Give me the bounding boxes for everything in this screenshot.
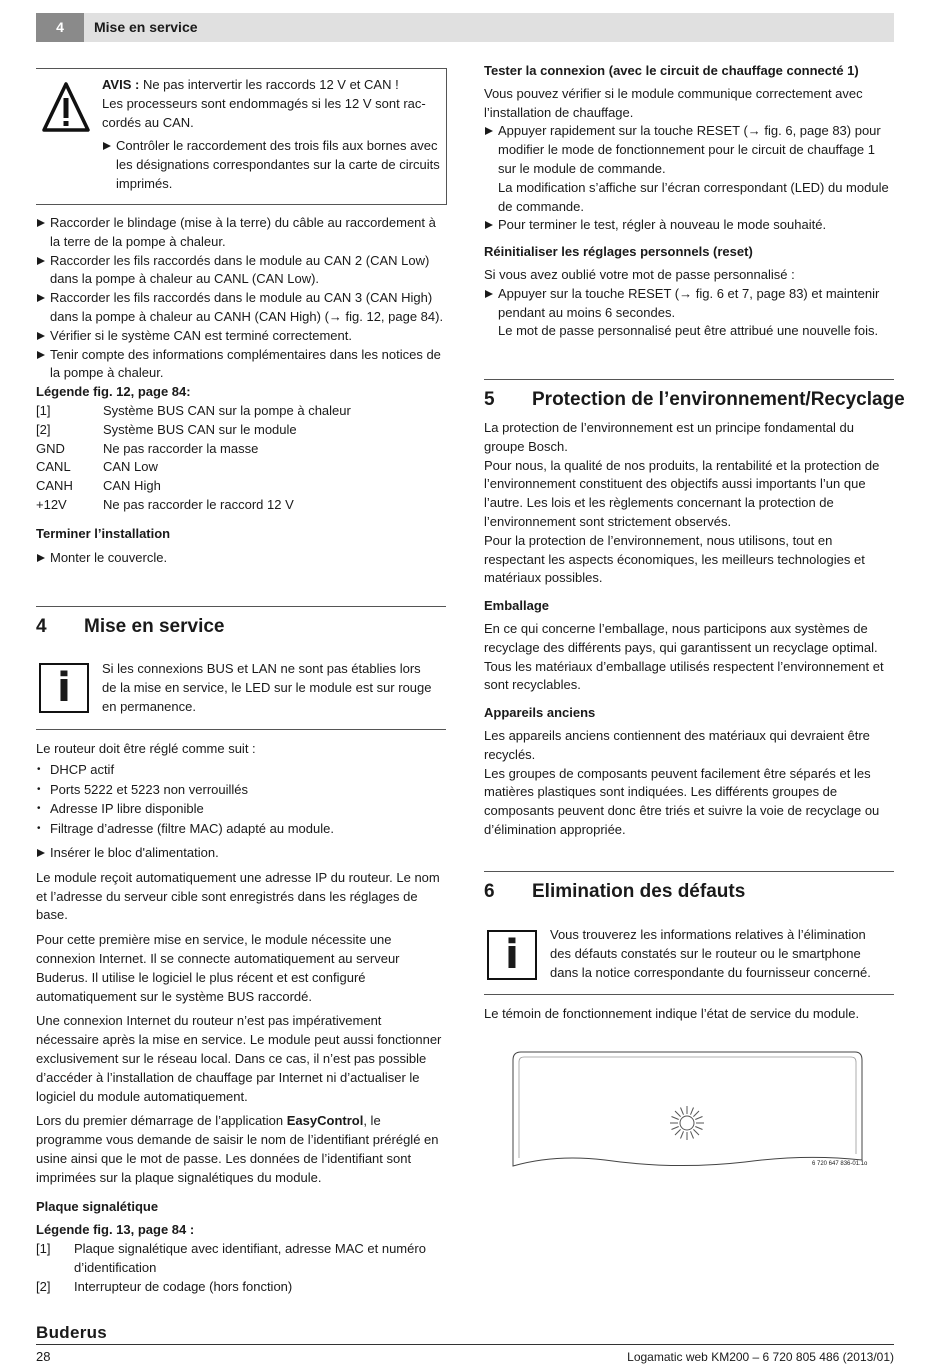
paragraph: Tous les matériaux d’emballage utilisés respectent l’environnement et sont recyclables.: [484, 658, 884, 693]
warning-triangle-icon: [41, 80, 91, 136]
legend-row: +12V Ne pas raccorder le raccord 12 V: [36, 496, 294, 512]
module-figure: [505, 1048, 868, 1170]
paragraph: Pour la protection de l’environnement, nous utilisons, tout en respectant les aspects économiques, les meilleurs technologies et matériaux possibles.: [484, 532, 865, 586]
paragraph: Le module reçoit automatiquement une adresse IP du routeur. Le nom et l’adresse du serveur cible sont enregistrés dans les réglages de base.: [36, 869, 440, 923]
section5-number: 5: [484, 389, 495, 410]
test-step: Appuyer rapidement sur la touche RESET (→ fig. 6, page 83) pour modifier le mode de fonctionnement pour le circuit de chauffage 1 sur le module de commande.: [484, 122, 894, 178]
reset-step: Appuyer sur la touche RESET (→ fig. 6 et 7, page 83) et maintenir pendant au moins 6 secondes.: [484, 285, 894, 323]
reset-note: Le mot de passe personnalisé peut être attribué une nouvelle fois.: [498, 323, 879, 339]
legend-row: CANL CAN Low: [36, 459, 158, 475]
document-reference: Logamatic web KM200 – 6 720 805 486 (2013/01): [627, 1350, 894, 1364]
section-divider: [36, 606, 446, 607]
legend-row: [1] Plaque signalétique avec identifiant, adresse MAC et numéro d’identification: [36, 1241, 426, 1275]
paragraph: Une connexion Internet du routeur n’est pas impérativement nécessaire après la mise en service. Le module peut aussi fonctionner exclusivement sur le réseau local. Dans ce cas, il n’est pas possible d’accéder à l’installation de chauffage par Internet ni d’actualiser le logiciel du module automatiquement.: [36, 1013, 442, 1104]
step-item: Raccorder les fils raccordés dans le module au CAN 3 (CAN High) dans la pompe à chaleur au CANH (CAN High) (→ fig. 12, page 84).: [36, 289, 446, 327]
test-title: Tester la connexion (avec le circuit de chauffage connecté 1): [484, 63, 859, 78]
footer-rule: [36, 1344, 894, 1345]
finish-title: Terminer l’installation: [36, 525, 171, 541]
router-intro: Le routeur doit être réglé comme suit :: [36, 741, 256, 756]
section6-title: Elimination des défauts: [532, 881, 746, 902]
info-divider: [36, 729, 446, 730]
section-divider: [484, 871, 894, 872]
step-item: Raccorder le blindage (mise à la terre) du câble au raccordement à la terre de la pompe à chaleur.: [36, 214, 446, 252]
legend13-title: Légende fig. 13, page 84 :: [36, 1222, 195, 1238]
step-item: Tenir compte des informations complémentaires dans les notices de la pompe à chaleur.: [36, 346, 446, 384]
notice-line: Les processeurs sont endommagés si les 12 V sont rac-: [102, 95, 426, 111]
router-bullet: • Filtrage d’adresse (filtre MAC) adapté au module.: [36, 820, 446, 839]
notice-title-text: Ne pas intervertir les raccords 12 V et CAN !: [139, 77, 399, 92]
paragraph: Les groupes de composants peuvent facilement être séparés et les matières plastiques sont indiquées. Les différents groupes de composants peuvent donc être triés et suivre la voie de recyclage ou d’élimination appropriée.: [484, 765, 880, 837]
info-icon: i: [39, 663, 89, 713]
paragraph: Les appareils anciens contiennent des matériaux qui devraient être recyclés.: [484, 727, 870, 762]
plate-title: Plaque signalétique: [36, 1198, 159, 1214]
section6-number: 6: [484, 881, 495, 902]
power-step: Insérer le bloc d'alimentation.: [36, 844, 446, 863]
right-column-env: [484, 419, 894, 840]
legend-row: [2] Système BUS CAN sur le module: [36, 421, 297, 437]
router-bullet: • Adresse IP libre disponible: [36, 800, 446, 819]
app-name: EasyControl: [286, 1113, 364, 1129]
section5-title: Protection de l’environnement/Recyclage: [532, 389, 905, 410]
paragraph: Lors du premier démarrage de l’application EasyControl, le programme vous demande de saisir le nom de l’identifiant préréglé en usine ainsi que le mot de passe. Les données de l’identifiant sont imprimées sur la plaque signalétiques du module.: [36, 1113, 439, 1185]
old-title: Appareils anciens: [484, 705, 596, 721]
section-divider: [484, 379, 894, 380]
section4-number: 4: [36, 616, 47, 637]
reset-title: Réinitialiser les réglages personnels (reset): [484, 244, 753, 260]
info-divider: [484, 994, 894, 995]
chapter-number: 4: [36, 13, 84, 42]
page-number: 28: [36, 1349, 51, 1364]
paragraph: Pour nous, la qualité de nos produits, la rentabilité et la protection de l’environnement constituent des objectifs aussi importants l’un que l’autre. Les lois et les règlements concernant la protection de l’environnement sont strictement observés.: [484, 457, 880, 529]
router-bullet: • DHCP actif: [36, 761, 446, 780]
left-column-bottom: [36, 740, 446, 1297]
notice-title: AVIS :: [102, 77, 140, 92]
reset-intro: Si vous avez oublié votre mot de passe personnalisé :: [484, 266, 795, 282]
pack-title: Emballage: [484, 598, 550, 614]
left-column-top: [36, 214, 446, 567]
test-intro: Vous pouvez vérifier si le module communique correctement avec l’installation de chauffage.: [484, 85, 863, 120]
paragraph: En ce qui concerne l’emballage, nous participons aux systèmes de recyclage des différents pays, qui garantissent un recyclage optimal.: [484, 620, 878, 655]
paragraph: La protection de l’environnement est un principe fondamental du groupe Bosch.: [484, 420, 855, 454]
info4-text: Si les connexions BUS et LAN ne sont pas établies lors de la mise en service, le LED sur le module est sur rouge en permanence.: [102, 661, 432, 714]
legend-row: [1] Système BUS CAN sur la pompe à chaleur: [36, 402, 351, 418]
info-icon: i: [487, 930, 537, 980]
notice-line: cordés au CAN.: [102, 114, 194, 130]
figure-code: 6 720 647 836-01.1o: [812, 1161, 868, 1167]
paragraph: Pour cette première mise en service, le module nécessite une connexion Internet. Il se connecte automatiquement au serveur Buderus. Il utilise le logiciel le plus récent et est configuré automatiquement sur le système BUS raccordé.: [36, 932, 400, 1004]
brand-logo: Buderus: [36, 1323, 108, 1342]
step-item: Raccorder les fils raccordés dans le module au CAN 2 (CAN Low) dans la pompe à chaleur au CANL (CAN Low).: [36, 252, 446, 290]
notice-step: Contrôler le raccordement des trois fils aux bornes avec les désignations correspondantes sur la carte de circuits imprimés.: [102, 137, 440, 193]
notice-content: [102, 76, 440, 194]
step-item: Vérifier si le système CAN est terminé correctement.: [36, 327, 446, 346]
chapter-title: Mise en service: [94, 19, 198, 35]
legend-row: GND Ne pas raccorder la masse: [36, 440, 259, 456]
legend12-title: Légende fig. 12, page 84:: [36, 384, 191, 400]
led-text: Le témoin de fonctionnement indique l’état de service du module.: [484, 1006, 860, 1021]
legend-row: CANH CAN High: [36, 478, 161, 494]
finish-step: Monter le couvercle.: [36, 549, 446, 568]
right-column-top: [484, 62, 894, 341]
test-step: Pour terminer le test, régler à nouveau le mode souhaité.: [484, 216, 894, 235]
test-step-note: La modification s’affiche sur l’écran correspondant (LED) du module de commande.: [498, 179, 889, 214]
legend-row: [2] Interrupteur de codage (hors fonction): [36, 1278, 293, 1294]
router-bullet: • Ports 5222 et 5223 non verrouillés: [36, 781, 446, 800]
info6-text: Vous trouverez les informations relatives à l’élimination des défauts constatés sur le routeur ou le smartphone dans la notice correspondante du fournisseur concerné.: [550, 927, 871, 980]
section4-title: Mise en service: [84, 616, 225, 637]
